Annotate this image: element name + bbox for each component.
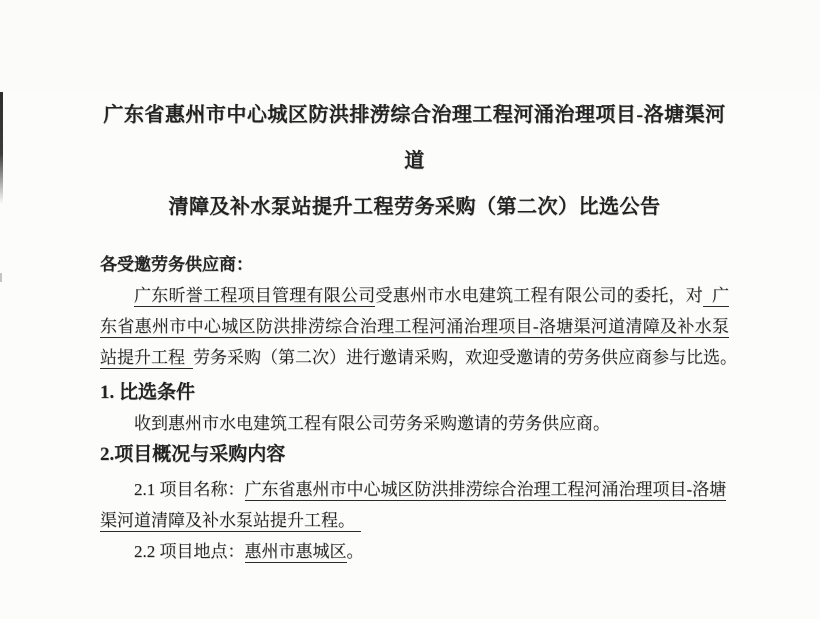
intro-line-3	[100, 342, 737, 373]
project-ref-part-1: 广	[703, 286, 729, 307]
section-1-body: 收到惠州市水电建筑工程有限公司劳务采购邀请的劳务供应商。	[134, 414, 610, 433]
item-2-2-period: 。	[346, 542, 364, 561]
item-2-1-value-part-2: 渠河道清障及补水泵站提升工程。	[100, 511, 361, 532]
closing-text: 劳务采购（第二次）进行邀请采购，欢迎受邀请的劳务供应商参与比选。	[193, 348, 737, 367]
scan-edge-smudge	[0, 273, 2, 282]
item-2-2-label: 2.2 项目地点：	[134, 542, 245, 561]
item-2-1-line-1	[100, 474, 729, 505]
item-2-2-value: 惠州市惠城区	[244, 542, 347, 561]
scan-edge-artifact	[0, 92, 3, 204]
announcement-title	[100, 92, 729, 230]
section-2-heading: 2.项目概况与采购内容	[100, 444, 286, 465]
project-ref-part-2: 东省惠州市中心城区防洪排涝综合治理工程河涌治理项目-洛塘渠河道清障及补水泵	[100, 317, 729, 336]
item-2-2-line	[100, 536, 729, 567]
agent-name: 广东昕誉工程项目管理有限公司	[134, 286, 376, 305]
title-line-2: 清障及补水泵站提升工程劳务采购（第二次）比选公告	[168, 196, 661, 218]
intro-line-1	[100, 280, 729, 311]
section-1-heading: 1. 比选条件	[100, 382, 196, 403]
item-2-1-line-2	[100, 505, 729, 536]
intro-line-2	[100, 311, 729, 342]
salutation: 各受邀劳务供应商：	[100, 255, 253, 274]
item-2-1-label: 2.1 项目名称：	[134, 480, 245, 499]
document-page	[0, 92, 820, 619]
commission-text: 受惠州市水电建筑工程有限公司的委托，对	[375, 286, 704, 305]
project-ref-part-3: 站提升工程	[100, 348, 193, 369]
title-line-1: 广东省惠州市中心城区防洪排涝综合治理工程河涌治理项目-洛塘渠河道	[103, 104, 726, 172]
item-2-1-value-part-1: 广东省惠州市中心城区防洪排涝综合治理工程河涌治理项目-洛塘	[244, 480, 727, 499]
